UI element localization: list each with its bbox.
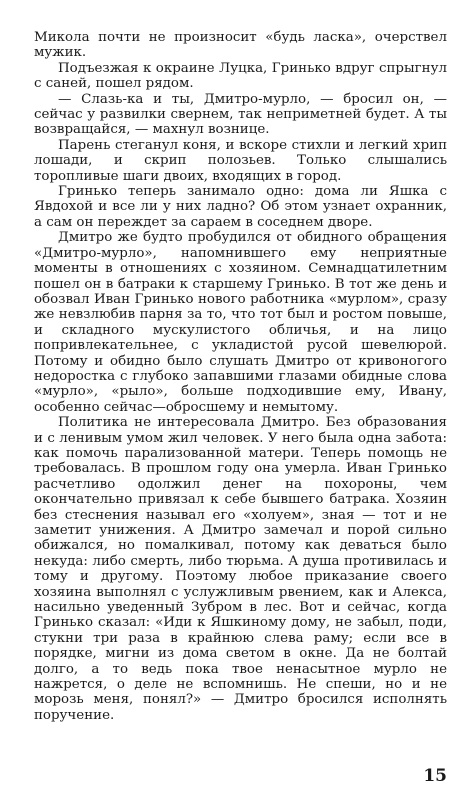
paragraph: — Слазь-ка и ты, Дмитро-мурло, — бросил он, — сейчас у развилки свернем, так неприметней будет. А ты возвращайся, — махнул вознице. [34, 91, 447, 138]
paragraph: Подъезжая к окраине Луцка, Гринько вдруг спрыгнул с саней, пошел рядом. [34, 60, 447, 92]
paragraph: Гринько теперь занимало одно: дома ли Яшка с Явдохой и все ли у них ладно? Об этом узнает охранник, а сам он переждет за сараем в соседнем дворе. [34, 184, 447, 230]
page-number: 15 [423, 766, 447, 786]
page-body [34, 30, 447, 790]
paragraph: Политика не интересовала Дмитро. Без образования и с ленивым умом жил человек. У него была одна забота: как помочь парализованной матери. Теперь помощь не требовалась. В прошлом году она умерла. Иван Гринько расчетливо одолжил денег на похороны, чем окончательно привязал к себе бывшего батрака. Хозяин без стеснения называл его «холуем», зная — тот и не заметит унижения. А Дмитро замечал и порой сильно обижался, но помалкивал, потому как деваться было некуда: либо смерть, либо тюрьма. А душа противилась и тому и другому. Поэтому любое приказание своего хозяина выполнял с услужливым рвением, как и Алекса, насильно уведенный Зубром в лес. Вот и сейчас, когда Гринько сказал: «Иди к Яшкиному дому, не забыл, поди, стукни три раза в крайнюю слева раму; если все в порядке, мигни из дома светом в окне. Да не болтай долго, а то ведь пока твое ненасытное мурло не нажрется, о деле не вспомнишь. Не спеши, но и не морозь меня, понял?» — Дмитро бросился исполнять поручение. [34, 415, 447, 723]
paragraph: Дмитро же будто пробудился от обидного обращения «Дмитро-мурло», напомнившего ему неприятные моменты в отношениях с хозяином. Семнадцатилетним пошел он в батраки к старшему Гринько. В тот же день и обозвал Иван Гринько нового работника «мурлом», сразу же невзлюбив парня за то, что тот был и ростом повыше, и складного мускулистого обличья, и на лицо попривлекательнее, с укладистой русой шевелюрой. Потому и обидно было слушать Дмитро от кривоногого недоростка с глубоко запавшими глазами обидные слова «мурло», «рыло», больше подходившие ему, Ивану, особенно сейчас—обросшему и немытому. [34, 230, 447, 415]
paragraph: Парень стеганул коня, и вскоре стихли и легкий хрип лошади, и скрип полозьев. Только слышались торопливые шаги двоих, входящих в город. [34, 137, 447, 184]
paragraph: Микола почти не произносит «будь ласка», очерствел мужик. [34, 30, 447, 61]
